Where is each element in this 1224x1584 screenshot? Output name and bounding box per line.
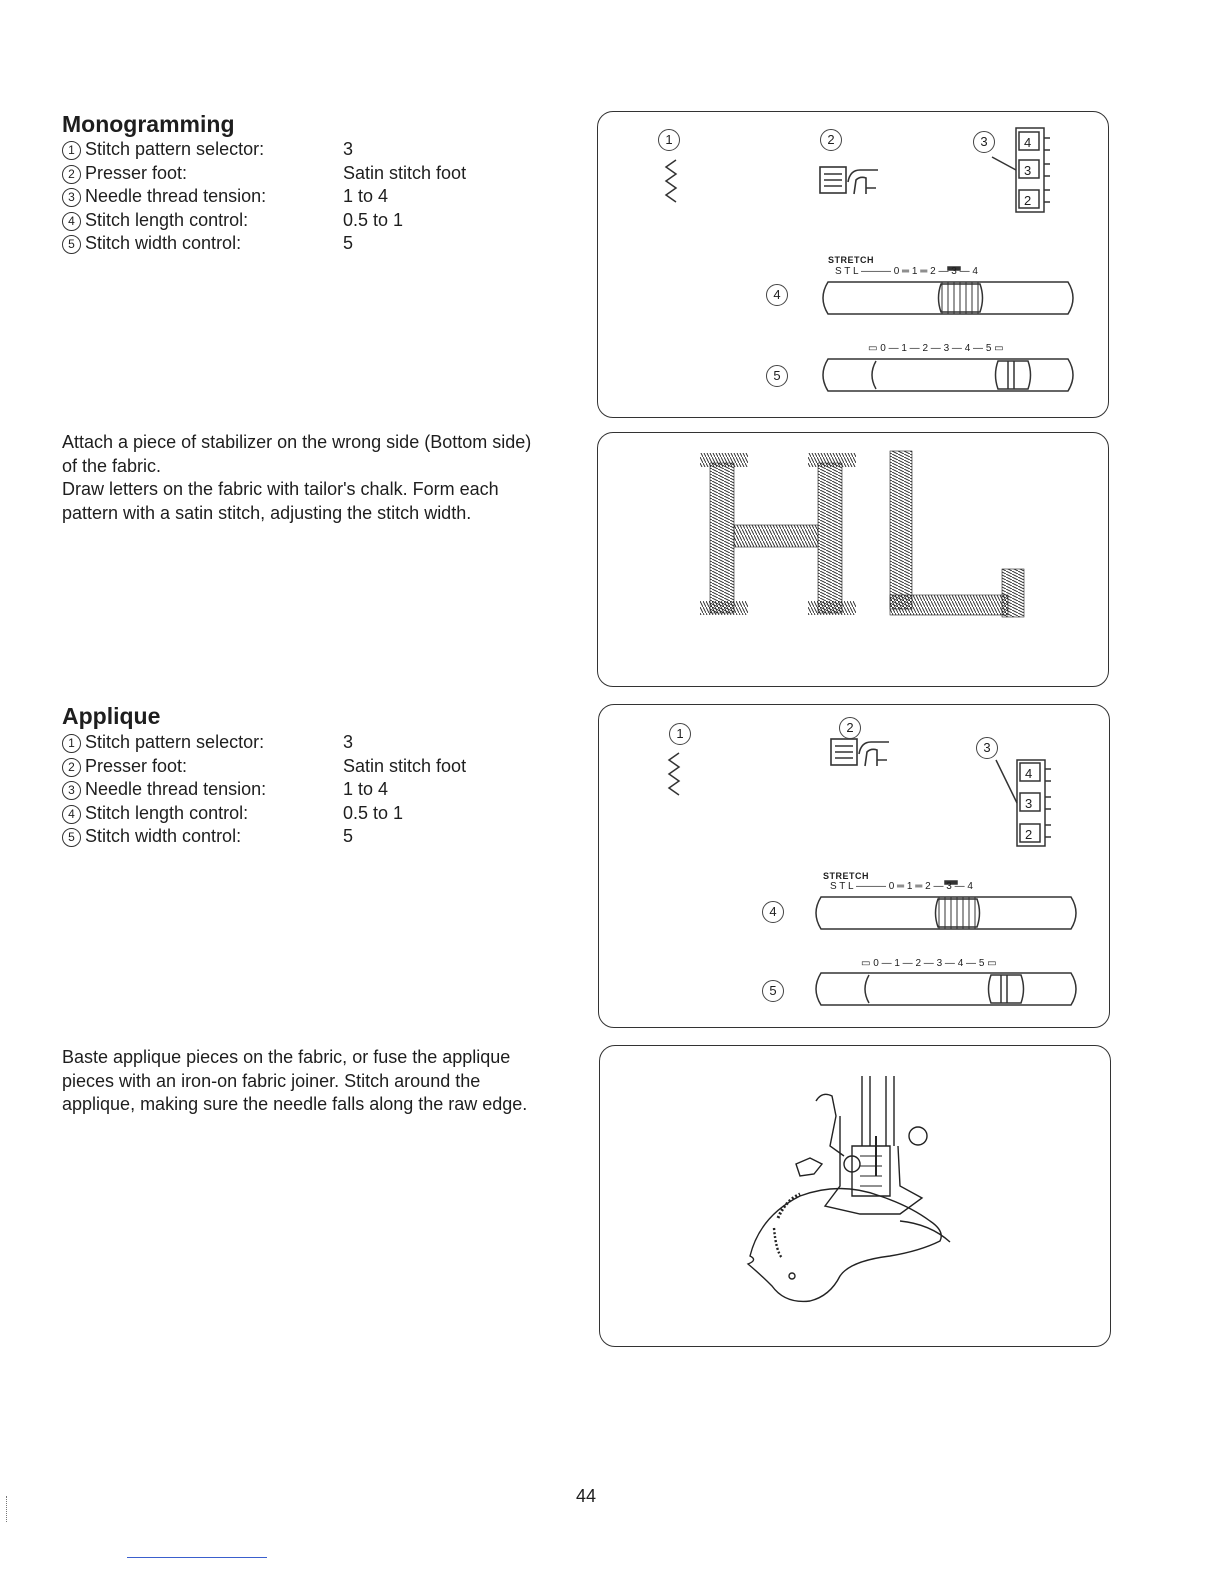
tension-dial-icon [996,760,1051,846]
presser-foot-applique-drawing [600,1046,1110,1346]
callout-number: 3 [62,188,81,207]
instruction-line: pattern with a satin stitch, adjusting the stitch width. [62,502,472,523]
setting-value: 3 [343,732,354,752]
satin-stitch-letters [598,433,1108,686]
setting-label: Needle thread tension: [85,186,267,206]
satin-foot-icon [831,739,889,766]
setting-value: 1 to 4 [343,186,389,206]
setting-value: 5 [343,233,354,253]
length-scale: S T L ——— 0 ═ 1 ═ 2 — 3 — 4 [835,266,978,277]
callout-2: 2 [839,717,861,739]
stitch-width-slider-icon [823,359,1073,391]
callout-number: 5 [62,235,81,254]
instruction-line: Draw letters on the fabric with tailor's chalk. Form each [62,479,499,499]
setting-label: Stitch width control: [85,826,242,846]
callout-4: 4 [762,901,784,923]
instruction-line: Baste applique pieces on the fabric, or fuse the applique [62,1047,511,1067]
tension-number: 3 [1025,796,1033,811]
tension-number: 3 [1024,163,1032,178]
setting-value: Satin stitch foot [343,755,467,776]
setting-row [62,802,466,826]
setting-row [62,138,466,162]
setting-label: Stitch length control: [85,802,249,823]
width-scale: ▭ 0 — 1 — 2 — 3 — 4 — 5 ▭ [861,958,997,969]
setting-row [62,162,466,186]
callout-1: 1 [658,129,680,151]
footer-rule [127,1557,267,1558]
callout-5: 5 [762,980,784,1002]
callout-5: 5 [766,365,788,387]
setting-value: 0.5 to 1 [343,209,404,230]
callout-number: 1 [62,734,81,753]
setting-label: Presser foot: [85,162,188,183]
setting-row [62,778,466,802]
stretch-label: STRETCH [828,255,874,265]
setting-row [62,209,466,233]
monogramming-heading: Monogramming [62,111,235,137]
callout-number: 3 [62,781,81,800]
applique-illustration [599,1045,1111,1347]
setting-value: 3 [343,139,354,159]
zigzag-stitch-icon [669,753,679,795]
callout-number: 4 [62,805,81,824]
scan-edge-mark [6,1496,7,1522]
stitch-width-slider-icon [816,973,1076,1005]
tension-number: 2 [1024,193,1032,208]
setting-value: Satin stitch foot [343,162,467,183]
setting-value: 1 to 4 [343,779,389,799]
callout-number: 2 [62,758,81,777]
tension-number: 2 [1025,827,1033,842]
setting-row [62,731,466,755]
needle-bar [862,1076,894,1146]
stretch-label: STRETCH [823,871,869,881]
setting-label: Stitch width control: [85,233,242,253]
applique-settings-diagram [598,704,1110,1028]
setting-label: Presser foot: [85,755,188,776]
instruction-line: of the fabric. [62,455,162,476]
setting-label: Needle thread tension: [85,779,267,799]
page-number: 44 [576,1486,597,1506]
applique-heading: Applique [62,703,161,729]
callout-2: 2 [820,129,842,151]
callout-3: 3 [976,737,998,759]
callout-1: 1 [669,723,691,745]
setting-value: 5 [343,826,354,846]
callout-number: 2 [62,165,81,184]
setting-row [62,825,466,849]
callout-4: 4 [766,284,788,306]
length-scale: S T L ——— 0 ═ 1 ═ 2 — 3 — 4 [830,881,973,892]
hl-monogram-example [597,432,1109,687]
width-scale: ▭ 0 — 1 — 2 — 3 — 4 — 5 ▭ [868,343,1004,354]
setting-row [62,232,466,256]
tension-number: 4 [1025,766,1033,781]
setting-label: Stitch pattern selector: [85,139,265,159]
callout-3: 3 [973,131,995,153]
setting-label: Stitch pattern selector: [85,732,265,752]
satin-foot-icon [820,167,878,194]
settings-diagram-drawing [599,705,1109,1027]
applique-instructions [62,1046,527,1117]
monogramming-settings-diagram [597,111,1109,418]
tension-number: 4 [1024,135,1032,150]
callout-number: 1 [62,141,81,160]
setting-row [62,755,466,779]
instruction-line: applique, making sure the needle falls along the raw edge. [62,1094,528,1114]
callout-number: 5 [62,828,81,847]
monogramming-instructions [62,431,531,525]
applique-settings [62,731,466,849]
setting-value: 0.5 to 1 [343,802,404,823]
zigzag-stitch-icon [666,160,676,202]
tension-dial-icon [992,128,1050,212]
instruction-line: pieces with an iron-on fabric joiner. Stitch around the [62,1070,481,1091]
setting-label: Stitch length control: [85,209,249,230]
instruction-line: Attach a piece of stabilizer on the wrong side (Bottom side) [62,432,532,452]
setting-row [62,185,466,209]
callout-number: 4 [62,212,81,231]
presser-foot-shape [825,1116,922,1214]
monogramming-settings [62,138,466,256]
